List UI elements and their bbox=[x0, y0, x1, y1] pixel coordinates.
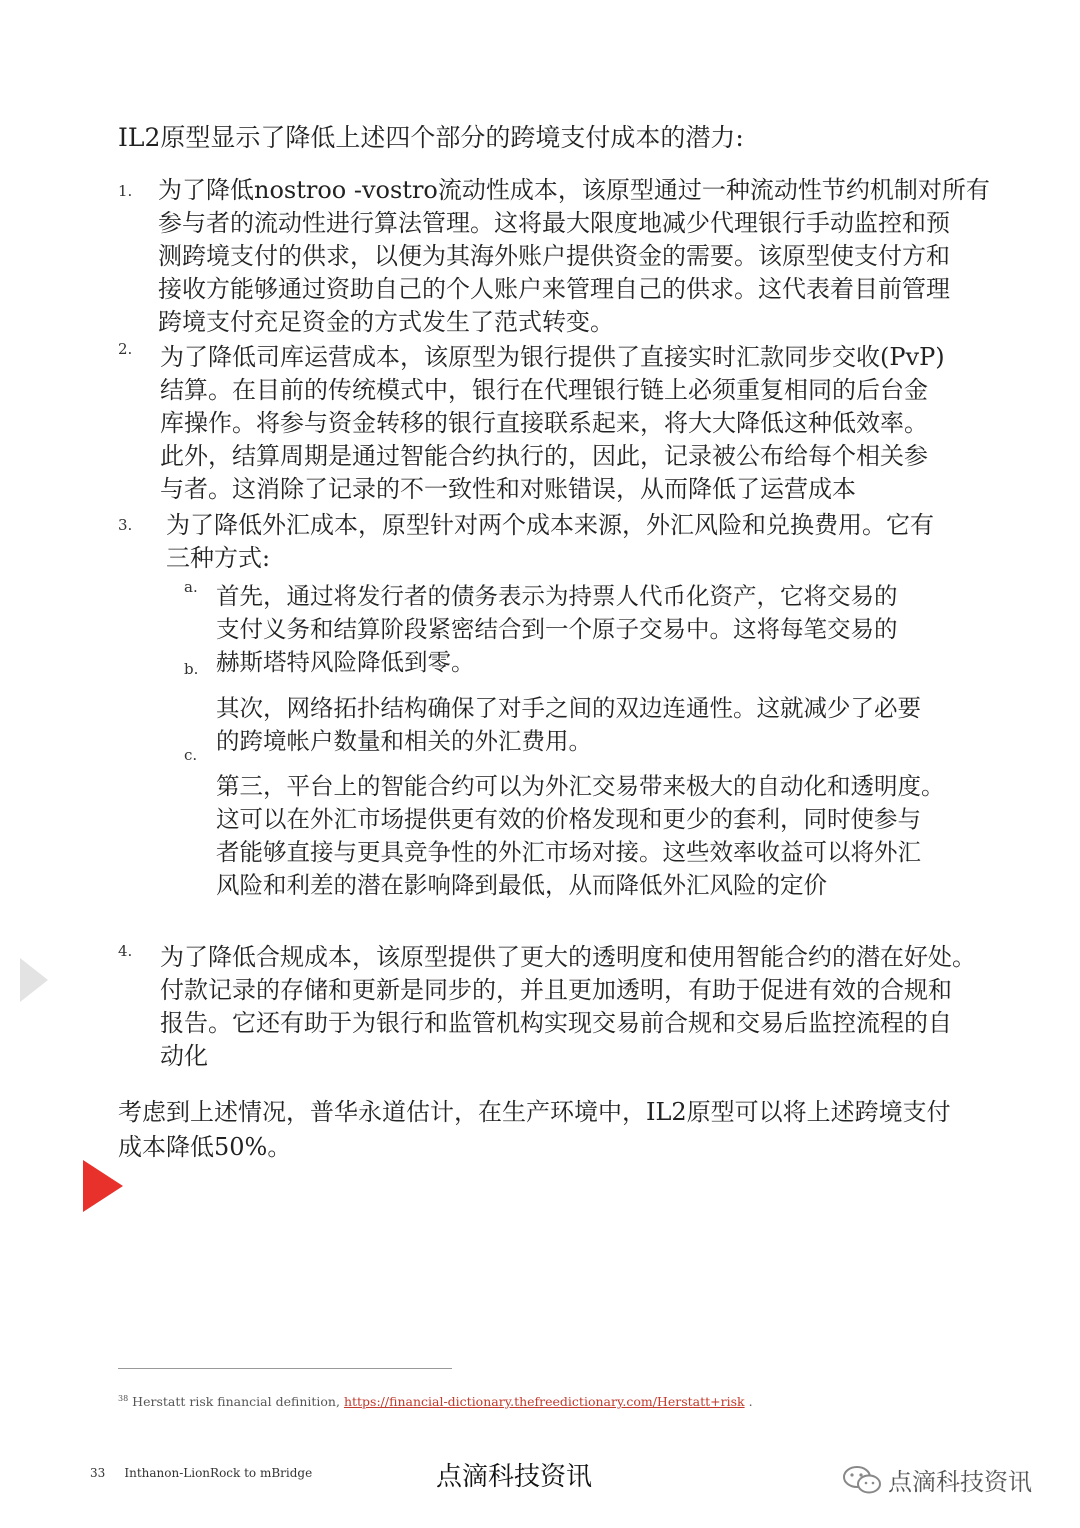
sub-c-line-1: 第三，平台上的智能合约可以为外汇交易带来极大的自动化和透明度。 bbox=[216, 772, 945, 800]
item-4-line-3: 报告。它还有助于为银行和监管机构实现交易前合规和交易后监控流程的自 bbox=[160, 1009, 952, 1037]
item-1-line-3: 测跨境支付的供求，以便为其海外账户提供资金的需要。该原型使支付方和 bbox=[158, 242, 950, 270]
item-2-line-3: 库操作。将参与资金转移的银行直接联系起来，将大大降低这种低效率。 bbox=[160, 409, 928, 437]
footer-page-info bbox=[90, 1466, 312, 1480]
item-4-line-1: 为了降低合规成本，该原型提供了更大的透明度和使用智能合约的潜在好处。 bbox=[160, 943, 976, 971]
sub-c-line-2: 这可以在外汇市场提供更有效的价格发现和更少的套利，同时使参与 bbox=[216, 805, 921, 833]
play-triangle-icon bbox=[20, 958, 48, 1002]
list-number-4: 4. bbox=[118, 942, 133, 960]
item-3-line-2: 三种方式: bbox=[166, 544, 271, 572]
item-1-line-4: 接收方能够通过资助自己的个人账户来管理自己的供求。这代表着目前管理 bbox=[158, 275, 950, 303]
item-2-line-4: 此外，结算周期是通过智能合约执行的，因此，记录被公布给每个相关参 bbox=[160, 442, 928, 470]
item-2-line-2: 结算。在目前的传统模式中，银行在代理银行链上必须重复相同的后台金 bbox=[160, 376, 928, 404]
list-number-2: 2. bbox=[118, 340, 133, 358]
item-2-line-5: 与者。这消除了记录的不一致性和对账错误，从而降低了运营成本 bbox=[160, 475, 856, 503]
red-triangle-icon bbox=[83, 1160, 123, 1212]
sub-c-line-4: 风险和利差的潜在影响降到最低，从而降低外汇风险的定价 bbox=[216, 871, 827, 899]
footnote-marker: 38 bbox=[118, 1394, 129, 1403]
item-4-line-4: 动化 bbox=[160, 1042, 208, 1070]
list-number-3: 3. bbox=[118, 516, 133, 534]
item-1-line-2: 参与者的流动性进行算法管理。这将最大限度地减少代理银行手动监控和预 bbox=[158, 209, 950, 237]
list-number-1: 1. bbox=[118, 182, 133, 200]
sub-c-line-3: 者能够直接与更具竞争性的外汇市场对接。这些效率收益可以将外汇 bbox=[216, 838, 921, 866]
item-1-line-1: 为了降低nostroo -vostro流动性成本，该原型通过一种流动性节约机制对所有 bbox=[158, 176, 990, 204]
item-1-line-5: 跨境支付充足资金的方式发生了范式转变。 bbox=[158, 308, 614, 336]
footer-brand: 点滴科技资讯 bbox=[436, 1462, 593, 1492]
wechat-icon bbox=[842, 1465, 882, 1495]
sub-a-line-2: 支付义务和结算阶段紧密结合到一个原子交易中。这将每笔交易的 bbox=[216, 615, 898, 643]
footnote-text: Herstatt risk financial definition, bbox=[132, 1394, 340, 1410]
footnote-trailing: . bbox=[748, 1394, 753, 1410]
sub-label-b: b. bbox=[184, 660, 199, 678]
item-2-line-1: 为了降低司库运营成本，该原型为银行提供了直接实时汇款同步交收(PvP) bbox=[160, 343, 945, 371]
page-number: 33 bbox=[90, 1466, 106, 1480]
footnote-link[interactable]: https://financial-dictionary.thefreedictionary.com/Herstatt+risk bbox=[343, 1394, 745, 1410]
footnote bbox=[118, 1394, 753, 1409]
sub-b-line-2: 的跨境帐户数量和相关的外汇费用。 bbox=[216, 727, 592, 755]
wechat-watermark bbox=[842, 1462, 1032, 1497]
sub-a-line-3: 赫斯塔特风险降低到零。 bbox=[216, 648, 475, 676]
item-4-line-2: 付款记录的存储和更新是同步的，并且更加透明，有助于促进有效的合规和 bbox=[160, 976, 952, 1004]
sub-b-line-1: 其次，网络拓扑结构确保了对手之间的双边连通性。这就减少了必要 bbox=[216, 694, 921, 722]
watermark-text: 点滴科技资讯 bbox=[888, 1468, 1032, 1496]
conclusion-line-1: 考虑到上述情况，普华永道估计，在生产环境中，IL2原型可以将上述跨境支付 bbox=[118, 1098, 951, 1126]
sub-label-c: c. bbox=[184, 746, 198, 764]
sub-label-a: a. bbox=[184, 578, 198, 596]
conclusion-line-2: 成本降低50%。 bbox=[118, 1133, 292, 1161]
doc-title: Inthanon-LionRock to mBridge bbox=[124, 1466, 313, 1480]
sub-a-line-1: 首先，通过将发行者的债务表示为持票人代币化资产，它将交易的 bbox=[216, 582, 898, 610]
footnote-divider bbox=[118, 1368, 452, 1369]
item-3-line-1: 为了降低外汇成本，原型针对两个成本来源，外汇风险和兑换费用。它有 bbox=[166, 511, 934, 539]
intro-paragraph: IL2原型显示了降低上述四个部分的跨境支付成本的潜力: bbox=[118, 123, 744, 152]
